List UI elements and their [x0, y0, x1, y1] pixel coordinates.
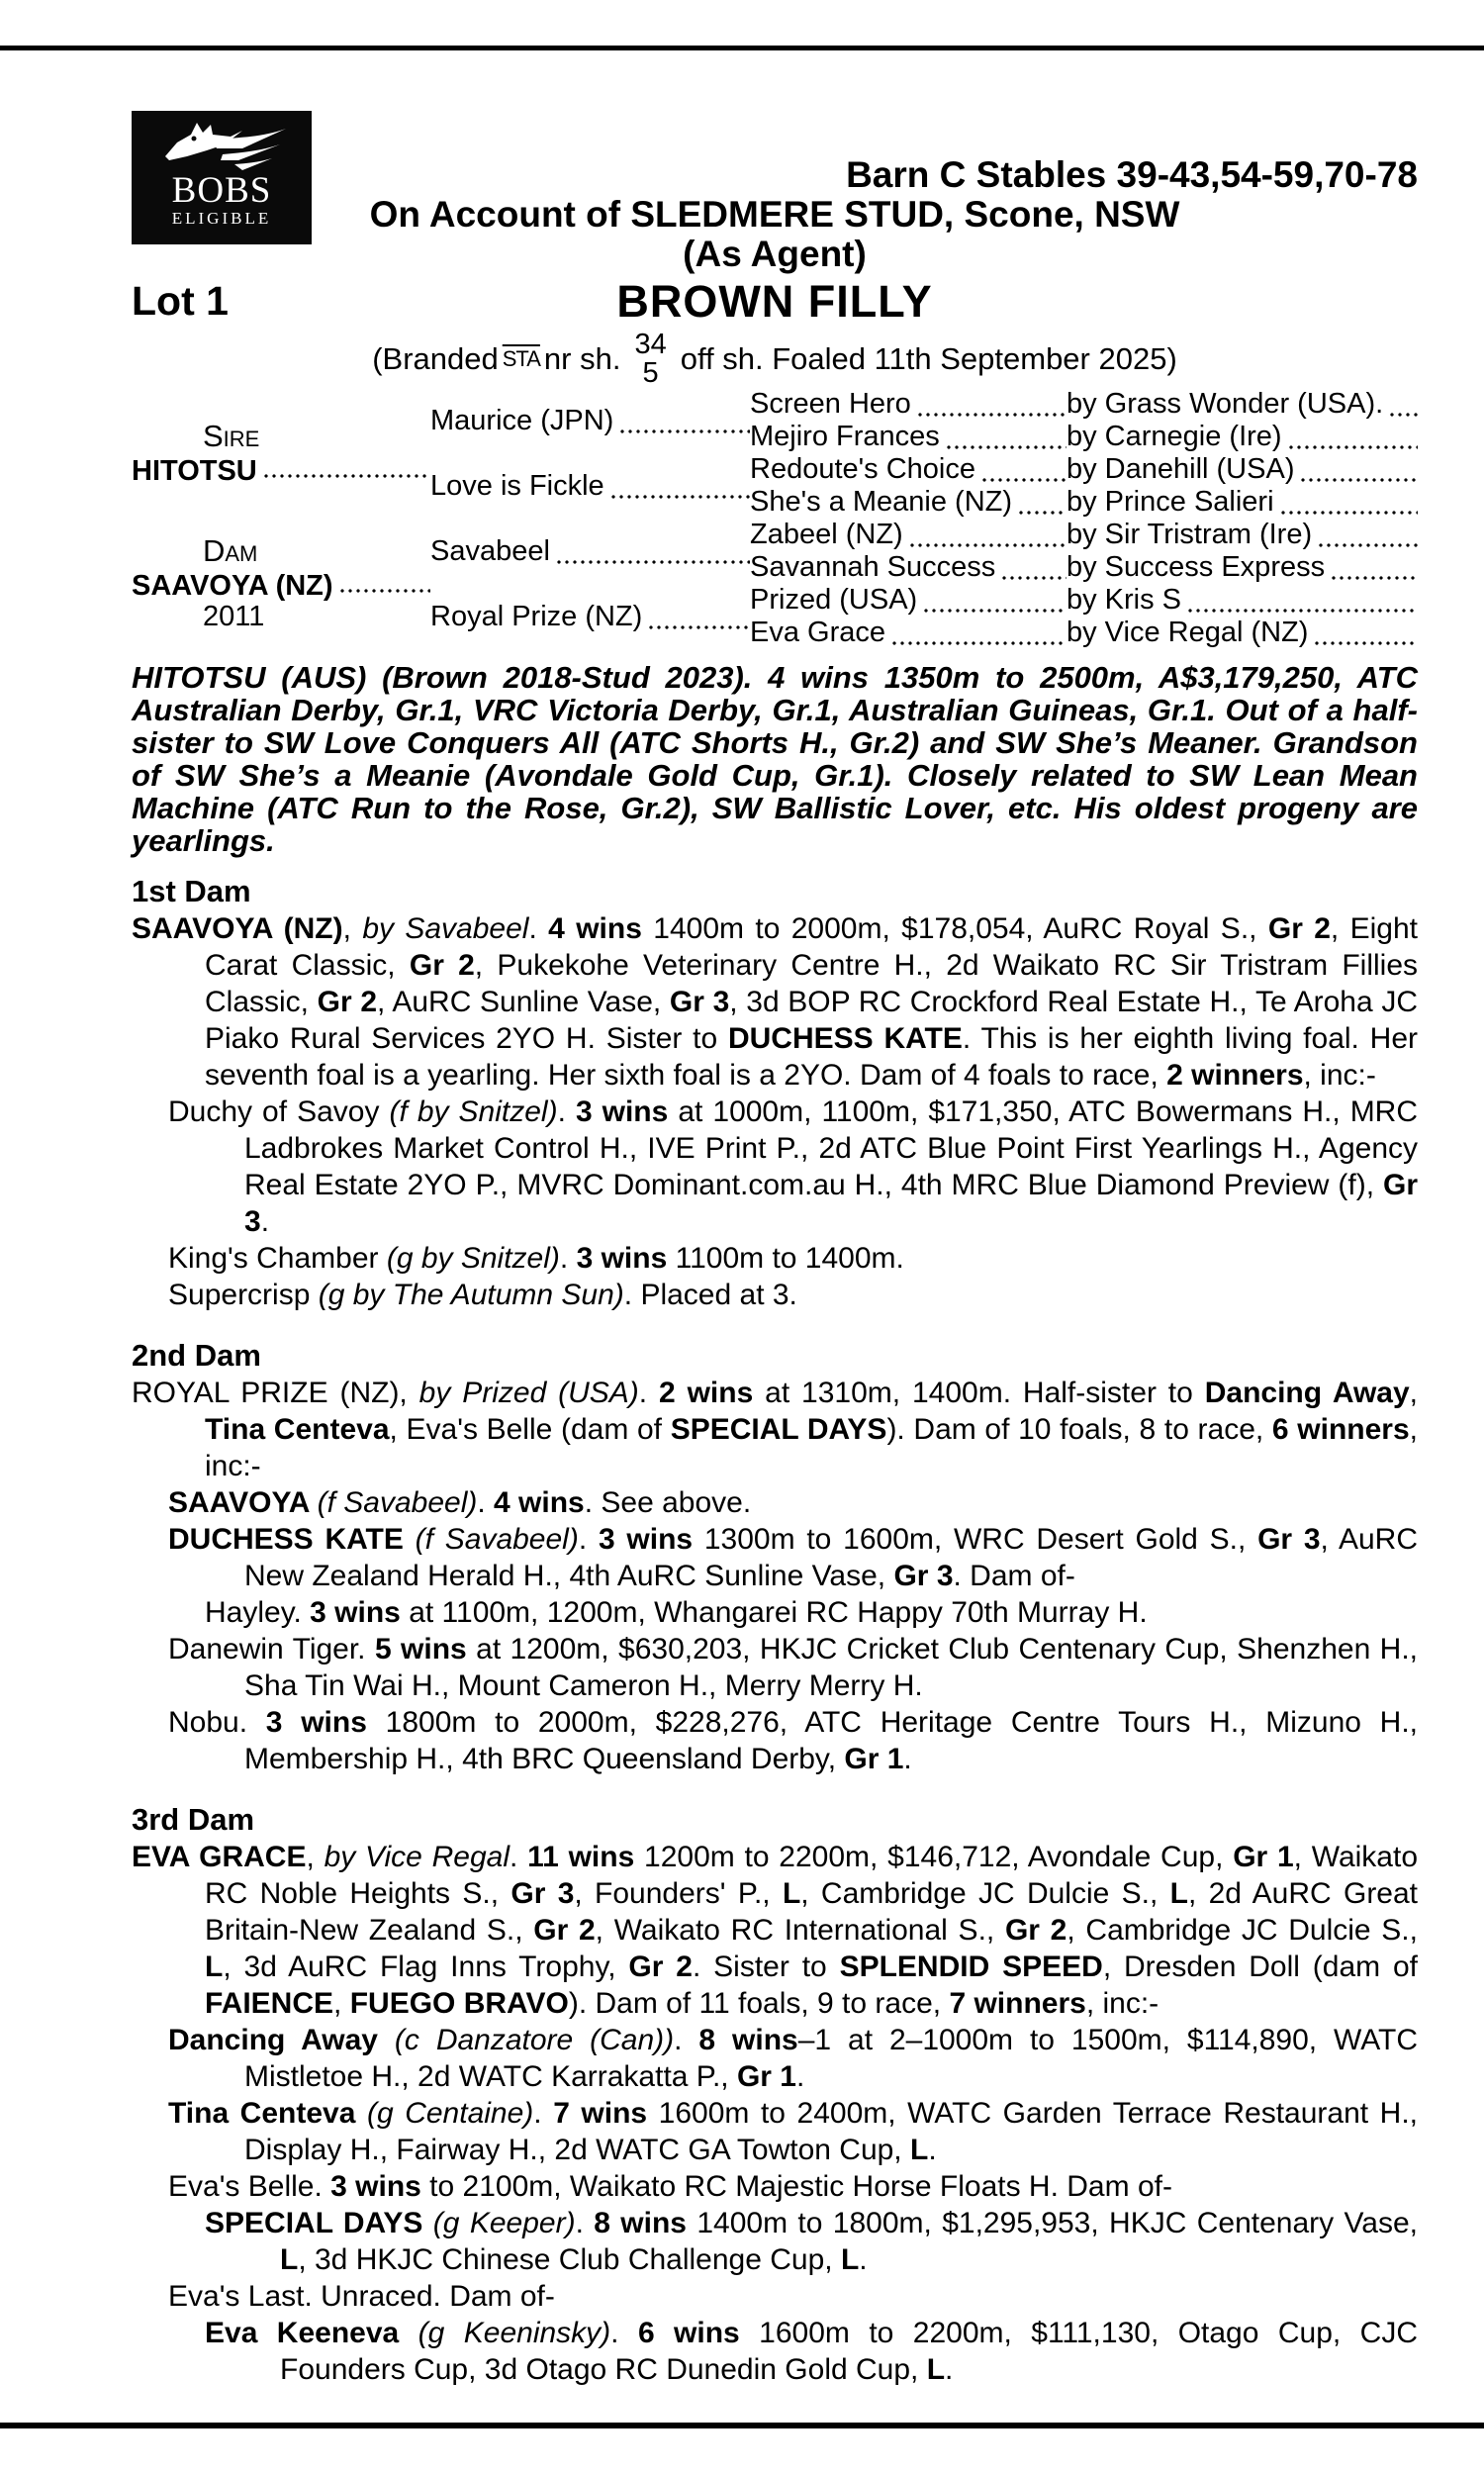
dot-leader — [1186, 586, 1418, 615]
granddam-name: Love is Fickle — [430, 453, 750, 519]
dot-leader — [618, 407, 750, 435]
pedigree-entry: Eva's Belle. 3 wins to 2100m, Waikato RC Majestic Horse Floats H. Dam of- — [168, 2170, 1172, 2203]
pedigree-entry: ROYAL PRIZE (NZ), by Prized (USA). 2 wins at 1310m, 1400m. Half-sister to Dancing Away, Tina Centeva, Eva's Belle (dam of SPECIAL DAYS). Dam of 10 foals, 8 to race, 6 winners, inc:- — [132, 1377, 1418, 1482]
dam-section — [132, 1337, 1418, 1777]
pedigree-entry: SAAVOYA (NZ), by Savabeel. 4 wins 1400m to 2000m, $178,054, AuRC Royal S., Gr 2, Eight Carat Classic, Gr 2, Pukekohe Veterinary Centre H., 2d Waikato RC Sir Tristram Fillies Classic, Gr 2, AuRC Sunline Vase, Gr 3, 3d BOP RC Crockford Real Estate H., Te Aroha JC Piako Rural Services 2YO H. Sister to DUCHESS KATE. This is her eighth living foal. Her seventh foal is a yearling. Her sixth foal is a 2YO. Dam of 4 foals to race, 2 winners, inc:- — [132, 912, 1419, 1092]
pedigree-details — [132, 873, 1418, 2388]
dot-leader — [1017, 488, 1067, 517]
dot-leader — [1000, 553, 1067, 582]
dot-leader — [338, 566, 430, 595]
bottom-rule — [0, 2423, 1484, 2428]
page-title: BROWN FILLY — [616, 276, 933, 327]
gen3-name: Prized (USA) — [750, 584, 1067, 617]
dot-leader — [916, 390, 1067, 419]
sire-summary-paragraph: HITOTSU (AUS) (Brown 2018-Stud 2023). 4 wins 1350m to 2500m, A$3,179,250, ATC Australian Derby, Gr.1, VRC Victoria Derby, Gr.1, Australian Guineas, Gr.1. Out of a half-sister to SW Love Conquers All (ATC Shorts H., Gr.2) and SW She’s Meaner. Grandson of SW She’s a Meanie (Avondale Gold Cup, Gr.1). Closely related to SW Lean Mean Machine (ATC Run to the Rose, Gr.2), SW Ballistic Lover, etc. His oldest progeny are yearlings. — [132, 660, 1418, 858]
dot-leader — [1313, 618, 1418, 647]
dot-leader — [945, 423, 1067, 451]
dot-leader — [609, 472, 750, 501]
brand-mark: $\overline{STA}$ — [502, 346, 540, 372]
branded-line — [132, 329, 1418, 390]
section-heading: 1st Dam — [132, 874, 251, 908]
gen3-name: Redoute's Choice — [750, 453, 1067, 486]
dot-leader — [1317, 521, 1418, 549]
pedigree-entry: SPECIAL DAYS (g Keeper). 8 wins 1400m to 1800m, $1,295,953, HKJC Centenary Vase, L, 3d HKJC Chinese Club Challenge Cup, L. — [205, 2207, 1418, 2276]
vendor-account-text: On Account of SLEDMERE STUD, Scone, NSW — [369, 194, 1180, 235]
grandsire-name: Savabeel — [430, 519, 750, 584]
sire-block — [132, 388, 430, 519]
gen3-name: Screen Hero — [750, 388, 1067, 421]
pedigree-entry: SAAVOYA (f Savabeel). 4 wins. See above. — [168, 1486, 752, 1519]
pedigree-entry: Nobu. 3 wins 1800m to 2000m, $228,276, ATC Heritage Centre Tours H., Mizuno H., Membership H., 4th BRC Queensland Derby, Gr 1. — [168, 1706, 1419, 1775]
dot-leader — [262, 451, 430, 480]
brand-fraction-denominator: 5 — [642, 357, 659, 389]
granddam-name: Royal Prize (NZ) — [430, 584, 750, 649]
pedigree-entry: Tina Centeva (g Centaine). 7 wins 1600m to 2400m, WATC Garden Terrace Restaurant H., Display H., Fairway H., 2d WATC GA Towton Cup, L. — [168, 2097, 1418, 2166]
dam-foaling-year: 2011 — [203, 601, 265, 632]
horse-head-icon — [147, 117, 296, 174]
dam-section — [132, 1801, 1418, 2388]
pedigree-entry: Duchy of Savoy (f by Snitzel). 3 wins at 1000m, 1100m, $171,350, ATC Bowermans H., MRC Ladbrokes Market Control H., IVE Print P., 2d ATC Blue Point First Yearlings H., Agency Real Estate 2YO P., MVRC Dominant.com.au H., 4th MRC Blue Diamond Preview (f), Gr 3. — [168, 1095, 1419, 1238]
gen3-name: Zabeel (NZ) — [750, 519, 1067, 551]
barn-stables-text: Barn C Stables 39-43,54-59,70-78 — [846, 154, 1418, 195]
pedigree-entry: Hayley. 3 wins at 1100m, 1200m, Whangarei RC Happy 70th Murray H. — [205, 1596, 1148, 1629]
gen3-sire-of: by Danehill (USA) — [1067, 453, 1418, 486]
gen3-name: She's a Meanie (NZ) — [750, 486, 1067, 519]
gen3-sire-of: by Vice Regal (NZ) — [1067, 617, 1418, 649]
pedigree-table — [132, 388, 1418, 649]
grandsire-name: Maurice (JPN) — [430, 388, 750, 453]
pedigree-entry: Eva's Last. Unraced. Dam of- — [168, 2280, 555, 2313]
dam-block — [132, 519, 430, 649]
gen3-sire-of: by Sir Tristram (Ire) — [1067, 519, 1418, 551]
lot-number: Lot 1 — [132, 278, 229, 324]
dot-leader — [890, 618, 1067, 647]
sire-label: Sire — [203, 418, 260, 453]
branded-suffix: off sh. Foaled 11th September 2025) — [680, 341, 1177, 377]
pedigree-entry: EVA GRACE, by Vice Regal. 11 wins 1200m to 2200m, $146,712, Avondale Cup, Gr 1, Waikato RC Noble Heights S., Gr 3, Founders' P., L, Cambridge JC Dulcie S., L, 2d AuRC Great Britain-New Zealand S., Gr 2, Waikato RC International S., Gr 2, Cambridge JC Dulcie S., L, 3d AuRC Flag Inns Trophy, Gr 2. Sister to SPLENDID SPEED, Dresden Doll (dam of FAIENCE, FUEGO BRAVO). Dam of 11 foals, 9 to race, 7 winners, inc:- — [132, 1841, 1419, 2020]
dot-leader — [1279, 488, 1418, 517]
pedigree-entry: Supercrisp (g by The Autumn Sun). Placed at 3. — [168, 1279, 797, 1311]
dot-leader — [647, 603, 750, 631]
brand-fraction-numerator: 34 — [634, 329, 667, 360]
page-content — [132, 0, 1418, 2412]
gen3-sire-of: by Success Express — [1067, 551, 1418, 584]
pedigree-entry: Eva Keeneva (g Keeninsky). 6 wins 1600m to 2200m, $111,130, Otago Cup, CJC Founders Cup, 3d Otago RC Dunedin Gold Cup, L. — [205, 2317, 1418, 2386]
brand-fraction — [634, 331, 666, 388]
section-heading: 3rd Dam — [132, 1802, 255, 1837]
dam-name: SAAVOYA (NZ) — [132, 570, 333, 602]
gen3-name: Eva Grace — [750, 617, 1067, 649]
logo-text-bobs: BOBS — [171, 170, 272, 211]
section-heading: 2nd Dam — [132, 1338, 261, 1373]
logo-text-eligible: ELIGIBLE — [171, 209, 272, 228]
branded-prefix: (Branded — [372, 341, 499, 377]
gen3-sire-of: by Grass Wonder (USA). — [1067, 388, 1418, 421]
dam-label: Dam — [203, 533, 258, 568]
dot-leader — [555, 537, 750, 566]
sire-name: HITOTSU — [132, 454, 257, 487]
dot-leader — [1299, 455, 1418, 484]
page-header — [132, 0, 1418, 388]
dot-leader — [980, 455, 1067, 484]
as-agent-text: (As Agent) — [683, 234, 867, 274]
gen3-sire-of: by Carnegie (Ire) — [1067, 421, 1418, 453]
dot-leader — [922, 586, 1067, 615]
pedigree-entry: Danewin Tiger. 5 wins at 1200m, $630,203, HKJC Cricket Club Centenary Cup, Shenzhen H., Sha Tin Wai H., Mount Cameron H., Merry Merry H. — [168, 1633, 1418, 1702]
pedigree-entry: King's Chamber (g by Snitzel). 3 wins 1100m to 1400m. — [168, 1242, 904, 1275]
dam-section — [132, 873, 1418, 1313]
dot-leader — [1388, 390, 1418, 419]
gen3-name: Mejiro Frances — [750, 421, 1067, 453]
gen3-name: Savannah Success — [750, 551, 1067, 584]
pedigree-entry: Dancing Away (c Danzatore (Can)). 8 wins–1 at 2–1000m to 1500m, $114,890, WATC Mistletoe H., 2d WATC Karrakatta P., Gr 1. — [168, 2024, 1419, 2093]
dot-leader — [908, 521, 1067, 549]
dot-leader — [1330, 553, 1418, 582]
gen3-sire-of: by Prince Salieri — [1067, 486, 1418, 519]
branded-mid: nr sh. — [543, 341, 621, 377]
pedigree-entry: DUCHESS KATE (f Savabeel). 3 wins 1300m to 1600m, WRC Desert Gold S., Gr 3, AuRC New Zealand Herald H., 4th AuRC Sunline Vase, Gr 3. Dam of- — [168, 1523, 1419, 1592]
dot-leader — [1287, 423, 1418, 451]
gen3-sire-of: by Kris S — [1067, 584, 1418, 617]
